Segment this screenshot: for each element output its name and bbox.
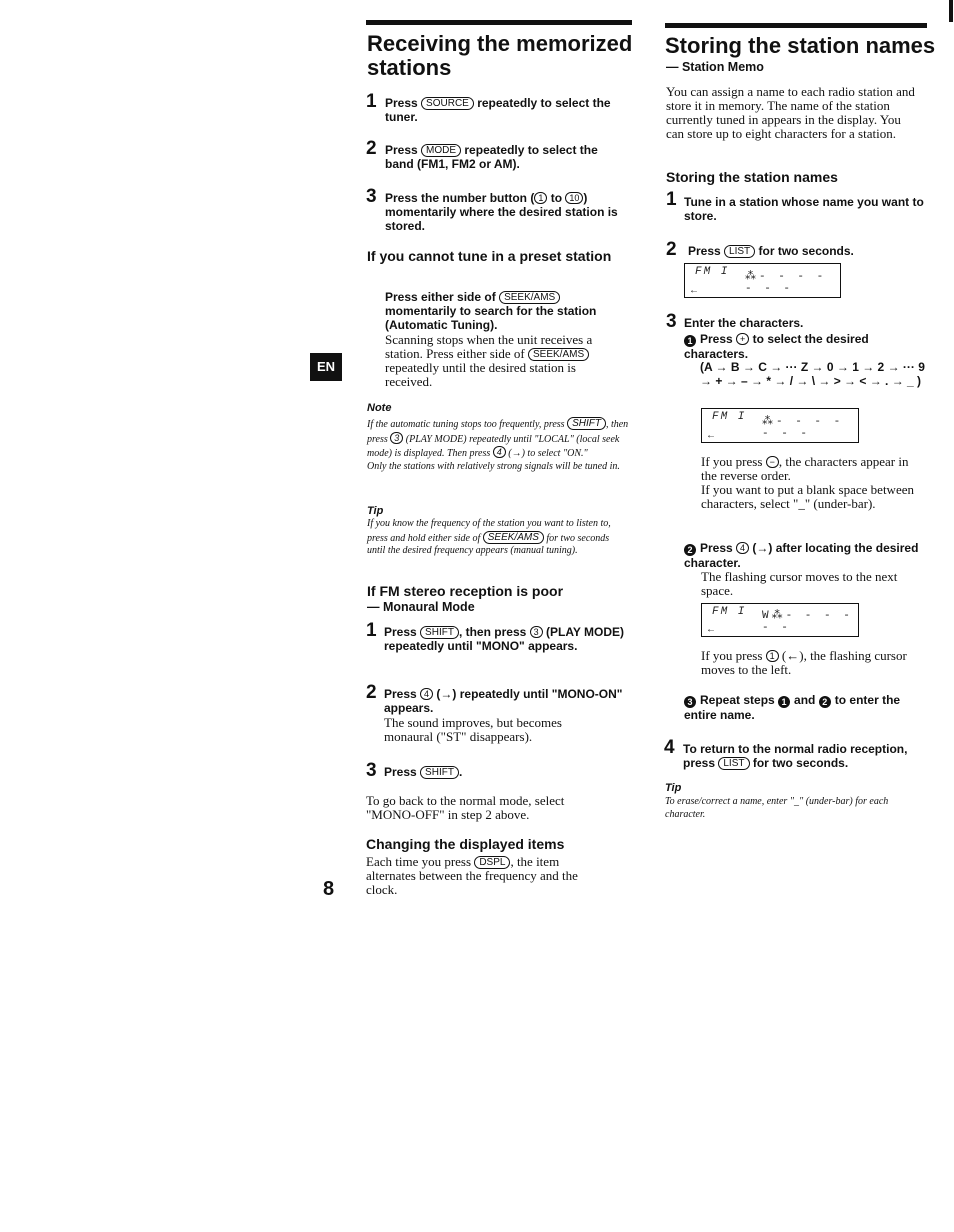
storing-heading: Storing the station names xyxy=(666,169,838,185)
fm-step2-post: (→) repeatedly until "MONO-ON" appears. xyxy=(384,687,623,715)
cannot-tune-bold xyxy=(385,290,630,332)
bullet-1-icon: 1 xyxy=(684,335,696,347)
changing-pre: Each time you press xyxy=(366,854,472,869)
bullet-2-ref-icon: 2 xyxy=(819,696,831,708)
page-title-right: Storing the station names xyxy=(665,33,936,58)
lcd-cursor-1: ⁂- - - - - - - xyxy=(745,271,827,295)
number-4-button-3: 4 xyxy=(736,542,749,554)
minus-button: − xyxy=(766,456,779,468)
right-step-4-text xyxy=(683,742,933,770)
list-button: LIST xyxy=(724,245,755,258)
tip-heading: Tip xyxy=(367,505,384,517)
lcd-display-1 xyxy=(684,263,841,298)
right-step4-post: for two seconds. xyxy=(752,756,849,770)
fm-step-2-text xyxy=(384,687,629,715)
changing-heading: Changing the displayed items xyxy=(366,836,565,852)
right-step-3-text: Enter the characters. xyxy=(684,316,804,330)
lcd-arrow-2: ← xyxy=(708,431,715,442)
note-heading: Note xyxy=(367,402,392,414)
step-3-b: ) momentarily where the desired station is stored. xyxy=(385,191,618,233)
right-step2-pre: Press xyxy=(688,244,721,258)
sub2-pre: Press xyxy=(700,541,733,555)
fm-step-3-text xyxy=(384,765,624,779)
number-3-button-2: 3 xyxy=(530,626,543,638)
step-3-mid: to xyxy=(550,191,563,205)
right-subtitle: — Station Memo xyxy=(666,60,764,74)
list-button-2: LIST xyxy=(718,757,749,770)
sub1-body2: If you want to put a blank space between characters, select "_" (under-bar). xyxy=(701,482,914,511)
lcd-arrow-1: ← xyxy=(691,286,698,297)
step-number-3: 3 xyxy=(366,186,377,207)
sub2-body2-pre: If you press xyxy=(701,648,763,663)
fm-poor-subheading: — Monaural Mode xyxy=(367,600,475,614)
fm-step-1-text xyxy=(384,625,624,653)
seek-ams-button-3: SEEK/AMS xyxy=(483,531,544,544)
fm-step2-pre: Press xyxy=(384,687,417,701)
right-step2-post: for two seconds. xyxy=(758,244,854,258)
fm-step3-pre: Press xyxy=(384,765,417,779)
step-3-a: Press the number button ( xyxy=(385,191,535,205)
right-intro: You can assign a name to each radio station and store it in memory. The name of the station currently tuned in appears in the display. You can store up to eight characters for a station. xyxy=(666,84,915,141)
substep-1-body xyxy=(701,455,923,511)
number-1-button-2: 1 xyxy=(766,650,779,662)
lcd-cursor-3: W⁂- - - - - - xyxy=(762,610,853,634)
step-3-text xyxy=(385,191,635,233)
right-step-2-text xyxy=(688,244,928,258)
tip-post: for two seconds until the desired frequency appears (manual tuning). xyxy=(367,532,610,556)
note-line1-end: (→) to select "ON." xyxy=(508,448,588,459)
fm-step-2-body: The sound improves, but becomes monaural ("ST" disappears). xyxy=(384,715,562,744)
right-tip-text: To erase/correct a name, enter "_" (under-bar) for each character. xyxy=(665,796,889,820)
number-4-button-2: 4 xyxy=(420,688,433,700)
right-step4-pre: To return to the normal radio reception, press xyxy=(683,742,908,770)
page-number: 8 xyxy=(323,878,335,900)
plus-button: + xyxy=(736,333,749,345)
fm-step-number-1: 1 xyxy=(366,620,377,641)
seek-ams-button: SEEK/AMS xyxy=(499,291,560,304)
shift-button-2: SHIFT xyxy=(420,626,459,639)
cannot-tune-heading: If you cannot tune in a preset station xyxy=(367,248,612,264)
right-step-number-3: 3 xyxy=(666,311,677,332)
tip-text xyxy=(367,518,629,558)
character-sequence: (A → B → C → ··· Z → 0 → 1 → 2 → ··· 9 → + → – → * → / → \ → > → < → . → _ ) xyxy=(700,360,925,388)
sub2-body2-post: (←), the flashing cursor moves to the left. xyxy=(701,648,907,677)
fm-step1-mid: , then press xyxy=(458,625,527,639)
page-title-left: Receiving the memorized stations xyxy=(367,31,633,80)
lcd-text-3: FM I xyxy=(712,606,747,618)
substep-2-body2 xyxy=(701,649,929,677)
fm-step1-post: (PLAY MODE) repeatedly until "MONO" appears. xyxy=(384,625,625,653)
tip-pre: If you know the frequency of the station you want to listen to, press and hold either side of xyxy=(367,518,611,544)
fm-step-number-3: 3 xyxy=(366,760,377,781)
sub1-body-pre: If you press xyxy=(701,454,763,469)
lcd-display-2 xyxy=(701,408,859,443)
note-line1-mid: , then press xyxy=(367,419,629,445)
sub2-post: (→) after locating the desired character. xyxy=(684,541,919,570)
changing-body xyxy=(366,855,606,897)
lcd-text-2: FM I xyxy=(712,411,747,423)
number-10-button: 10 xyxy=(565,192,583,204)
fm-step3-post: . xyxy=(458,765,463,779)
right-top-rule xyxy=(665,23,927,28)
note-line1-post: (PLAY MODE) repeatedly until "LOCAL" (local seek mode) is displayed. Then press xyxy=(367,433,620,459)
step-1-text xyxy=(385,96,630,124)
changing-post: , the item alternates between the frequency and the clock. xyxy=(366,854,578,897)
step-1-pre: Press xyxy=(385,96,418,110)
sub3-pre: Repeat steps xyxy=(700,693,775,707)
cannot-tune-body-post: repeatedly until the desired station is received. xyxy=(385,360,576,389)
step-2-pre: Press xyxy=(385,143,418,157)
step-2-text xyxy=(385,143,625,171)
lcd-cursor-2: ⁂- - - - - - - xyxy=(762,416,844,440)
right-step-number-4: 4 xyxy=(664,737,675,758)
right-step-number-2: 2 xyxy=(666,239,677,260)
lcd-arrow-3: ← xyxy=(708,625,715,636)
note-text xyxy=(367,417,629,473)
cannot-tune-body xyxy=(385,333,617,389)
right-tip-heading: Tip xyxy=(665,782,682,794)
step-2-post: repeatedly to select the band (FM1, FM2 or AM). xyxy=(385,143,598,171)
lcd-text-1: FM I xyxy=(695,266,730,278)
fm-poor-heading: If FM stereo reception is poor xyxy=(367,583,564,599)
bullet-2-icon: 2 xyxy=(684,544,696,556)
seek-ams-button-2: SEEK/AMS xyxy=(528,348,589,361)
fm-step-number-2: 2 xyxy=(366,682,377,703)
substep-1-text xyxy=(684,332,924,361)
substep-2-text xyxy=(684,541,924,570)
lcd-display-3 xyxy=(701,603,859,637)
shift-button-3: SHIFT xyxy=(420,766,459,779)
sub1-pre: Press xyxy=(700,332,733,346)
sub1-body-post: , the characters appear in the reverse order. xyxy=(701,454,909,483)
step-1-post: repeatedly to select the tuner. xyxy=(385,96,611,124)
sub3-post: to enter the entire name. xyxy=(684,693,901,722)
substep-2-body: The flashing cursor moves to the next space. xyxy=(701,569,898,598)
right-step-1-text: Tune in a station whose name you want to store. xyxy=(684,195,924,223)
sub3-and: and xyxy=(794,693,816,707)
note-line1-pre: If the automatic tuning stops too frequently, press xyxy=(367,419,565,430)
mode-button: MODE xyxy=(421,144,461,157)
edge-mark xyxy=(949,0,953,22)
bullet-1-ref-icon: 1 xyxy=(778,696,790,708)
back-to-normal-text: To go back to the normal mode, select "MONO-OFF" in step 2 above. xyxy=(366,793,565,822)
cannot-tune-body-pre: Scanning stops when the unit receives a station. Press either side of xyxy=(385,332,593,361)
sub1-post: to select the desired characters. xyxy=(684,332,869,361)
number-4-button: 4 xyxy=(493,446,506,458)
dspl-button: DSPL xyxy=(474,856,510,869)
cannot-tune-bold-pre: Press either side of xyxy=(385,290,496,304)
step-number-1: 1 xyxy=(366,91,377,112)
bullet-3-icon: 3 xyxy=(684,696,696,708)
note-line2: Only the stations with relatively strong signals will be tuned in. xyxy=(367,460,620,472)
number-3-button: 3 xyxy=(390,432,403,444)
left-top-rule xyxy=(366,20,632,25)
cannot-tune-bold-post: momentarily to search for the station (Automatic Tuning). xyxy=(385,304,597,332)
number-1-button: 1 xyxy=(534,192,547,204)
step-number-2: 2 xyxy=(366,138,377,159)
language-tab: EN xyxy=(310,353,342,381)
fm-step1-pre: Press xyxy=(384,625,417,639)
source-button: SOURCE xyxy=(421,97,474,110)
right-step-number-1: 1 xyxy=(666,189,677,210)
substep-3-text xyxy=(684,693,924,722)
shift-button: SHIFT xyxy=(567,417,606,430)
